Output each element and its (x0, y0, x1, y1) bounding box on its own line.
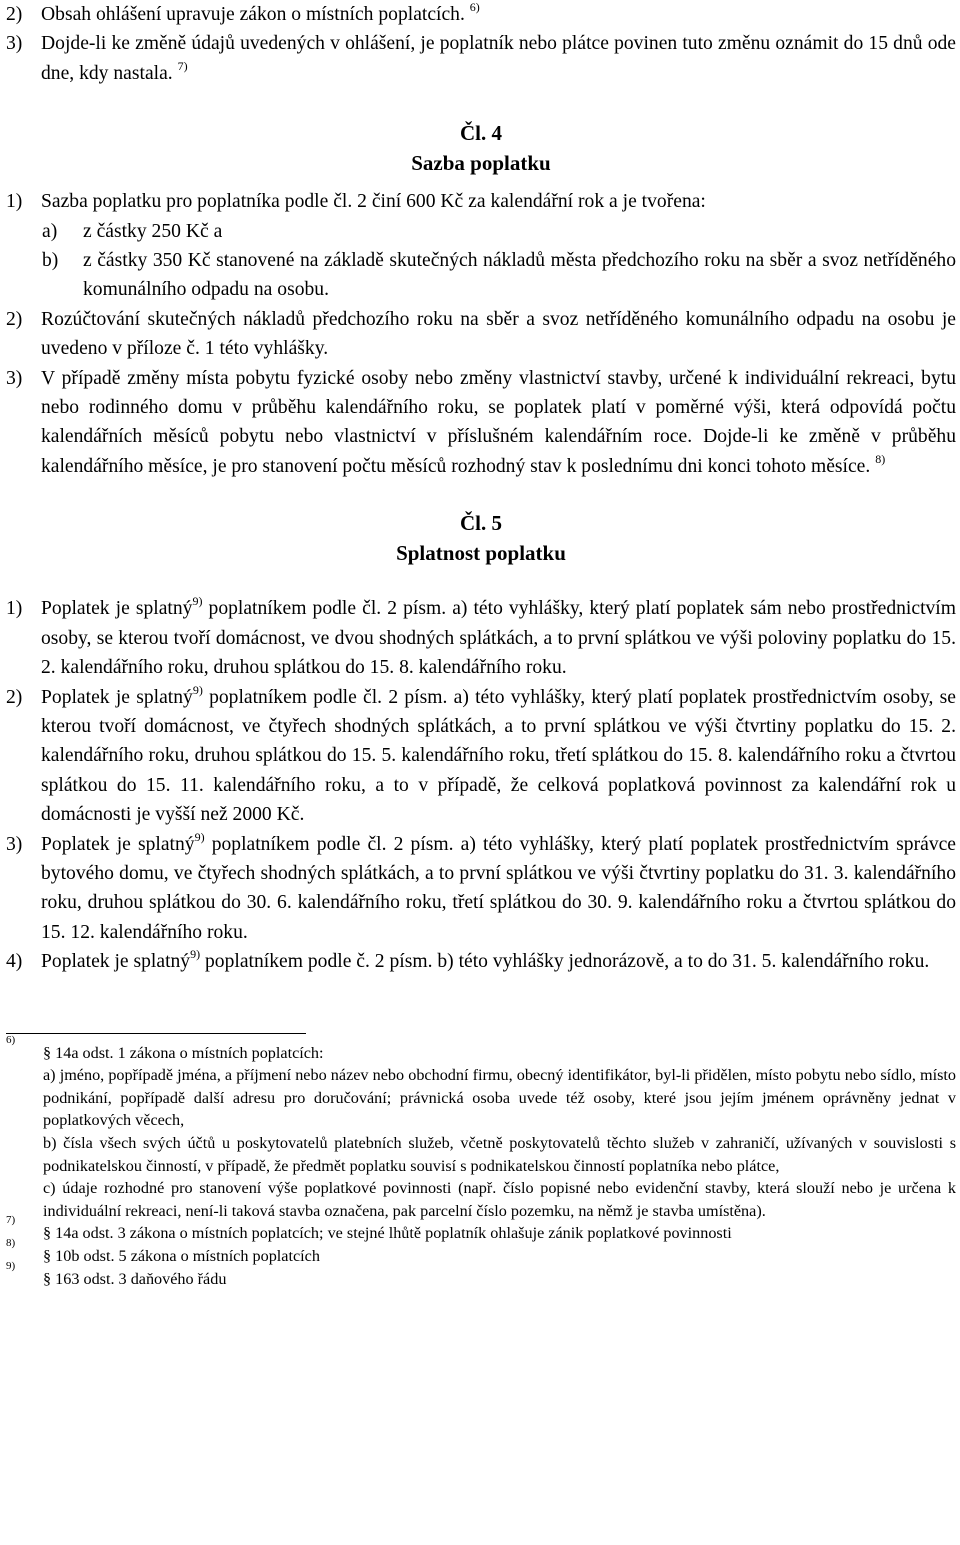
paragraph-number: 3) (6, 33, 23, 55)
paragraph-number: 2) (6, 308, 23, 330)
item-letter: a) (42, 220, 58, 242)
footnote-7 (6, 1214, 956, 1245)
paragraph-lead: Poplatek je splatný (41, 598, 193, 620)
paragraph-number: 4) (6, 951, 23, 973)
item-letter: b) (42, 250, 59, 272)
footnote-ref[interactable]: 8) (875, 451, 886, 466)
footnote-heading: § 14a odst. 1 zákona o místních poplatcích: (43, 1043, 324, 1062)
article-4-number: Čl. 4 (460, 121, 502, 146)
art4-paragraph-2 (6, 305, 956, 364)
footnote-mark: 9) (6, 1259, 16, 1272)
paragraph-number: 2) (6, 686, 23, 708)
footnote-ref[interactable]: 9) (194, 829, 205, 844)
paragraph-text: Obsah ohlášení upravuje zákon o místních poplatcích. (41, 4, 465, 25)
paragraph-text: poplatníkem podle čl. 2 písm. a) této vyhlášky, který platí poplatek prostřednictvím osoby, se kterou tvoří domácnost, ve čtyřech shodných splátkách, a to první splátkou ve výši čtvrtiny poplatku do 15. 2. kalendářního roku, druhou splátkou do 15. 5. kalendářního roku, třetí splátkou do 15. 8. kalendářního roku a čtvrtou splátkou do 15. 11. kalendářního roku, a to v případě, že celková poplatková povinnost za kalendářní rok u domácnosti je vyšší než 2000 Kč. (41, 686, 956, 826)
paragraph-lead: Poplatek je splatný (41, 833, 195, 855)
art5-paragraph-3 (6, 830, 956, 948)
art4-item-b (6, 246, 956, 305)
paragraph-text: poplatníkem podle čl. 2 písm. a) této vyhlášky, který platí poplatek sám nebo prostřednictvím osoby, se kterou tvoří domácnost, ve dvou shodných splátkách, a to první splátkou ve výši poloviny poplatku do 15. 2. kalendářního roku, druhou splátkou do 15. 8. kalendářního roku. (41, 598, 956, 679)
article-4-title: Sazba poplatku (411, 151, 551, 176)
footnote-text: § 14a odst. 3 zákona o místních poplatcích; ve stejné lhůtě poplatník ohlašuje zánik poplatkové povinnosti (43, 1224, 732, 1243)
footnote-6 (6, 1033, 956, 1223)
paragraph-text: Rozúčtování skutečných nákladů předchozího roku na sběr a svoz netříděného komunálního odpadu na osobu je uvedeno v příloze č. 1 této vyhlášky. (41, 308, 956, 360)
paragraph-text: poplatníkem podle č. 2 písm. b) této vyhlášky jednorázově, a to do 31. 5. kalendářního roku. (200, 951, 930, 973)
art5-paragraph-2 (6, 683, 956, 830)
footnote-6-item-a: a) jméno, popřípadě jména, a příjmení nebo název nebo obchodní firmu, obecný identifikátor, byl-li přidělen, místo pobytu nebo sídlo, místo podnikání, popřípadě další adresu pro doručování; právnická osoba uvede též osoby, které jsou jejím jménem oprávněny jednat v poplatkových věcech, (43, 1066, 956, 1130)
art5-paragraph-1 (6, 594, 956, 682)
paragraph-2 (6, 0, 956, 29)
article-5-title: Splatnost poplatku (396, 541, 566, 566)
item-text: z částky 350 Kč stanovené na základě skutečných nákladů města předchozího roku na sběr a svoz netříděného komunálního odpadu na osobu. (83, 250, 956, 301)
paragraph-number: 1) (6, 191, 23, 213)
art4-paragraph-1 (6, 187, 956, 216)
footnote-8 (6, 1236, 956, 1268)
paragraph-text: poplatníkem podle čl. 2 písm. a) této vyhlášky, který platí poplatek prostřednictvím správce bytového domu, ve čtyřech shodných splátkách, a to první splátkou ve výši čtvrtiny poplatku do 31. 3. kalendářního roku, druhou splátkou do 30. 6. kalendářního roku, třetí splátkou do 30. 9. kalendářního roku a čtvrtou splátkou do 15. 12. kalendářního roku. (41, 833, 957, 943)
footnote-ref[interactable]: 9) (192, 594, 203, 609)
footnote-text: § 10b odst. 5 zákona o místních poplatcích (43, 1246, 320, 1265)
paragraph-text: V případě změny místa pobytu fyzické osoby nebo změny vlastnictví stavby, určené k individuální rekreaci, bytu nebo rodinného domu v průběhu kalendářního roku, se poplatek platí v poměrné výši, která odpovídá počtu kalendářních měsíců pobytu nebo vlastnictví v příslušném kalendářním roce. Dojde-li ke změně v průběhu kalendářního měsíce, je pro stanovení počtu měsíců rozhodný stav k poslednímu dni konci tohoto měsíce. (41, 367, 956, 477)
paragraph-number: 3) (6, 833, 23, 855)
art5-paragraph-4 (6, 947, 956, 976)
article-5-number: Čl. 5 (460, 511, 502, 536)
footnote-9 (6, 1259, 956, 1291)
paragraph-number: 1) (6, 598, 23, 620)
footnote-ref[interactable]: 9) (192, 682, 203, 697)
footnote-ref[interactable]: 9) (190, 947, 201, 962)
footnote-ref[interactable]: 7) (177, 58, 188, 73)
item-text: z částky 250 Kč a (83, 220, 223, 242)
paragraph-text: Sazba poplatku pro poplatníka podle čl. 2 činí 600 Kč za kalendářní rok a je tvořena: (41, 191, 706, 213)
art4-item-a (6, 217, 956, 246)
paragraph-number: 3) (6, 367, 23, 389)
paragraph-lead: Poplatek je splatný (41, 686, 193, 708)
footnote-6-item-b: b) čísla všech svých účtů u poskytovatelů platebních služeb, včetně poskytovatelů těchto služeb v zahraničí, užívaných v souvislosti s podnikatelskou činností, v případě, že předmět poplatku souvisí s podnikatelskou činností poplatníka nebo plátce, (43, 1133, 956, 1175)
paragraph-number: 2) (6, 4, 23, 25)
footnote-mark: 8) (6, 1236, 16, 1249)
document-page (6, 0, 956, 1290)
paragraph-3 (6, 29, 956, 88)
paragraph-lead: Poplatek je splatný (41, 951, 191, 973)
footnote-mark: 6) (6, 1033, 16, 1046)
footnote-ref[interactable]: 6) (469, 0, 480, 14)
footnote-6-item-c: c) údaje rozhodné pro stanovení výše poplatkové povinnosti (např. číslo popisné nebo evidenční stavby, která slouží nebo je určena k individuální rekreaci, není-li taková stavba označena, pak parcelní číslo pozemku, na němž je stavba umístěna). (43, 1179, 956, 1220)
footnote-mark: 7) (6, 1214, 16, 1227)
footnote-text: § 163 odst. 3 daňového řádu (43, 1269, 227, 1288)
art4-paragraph-3 (6, 364, 956, 482)
paragraph-text: Dojde-li ke změně údajů uvedených v ohlášení, je poplatník nebo plátce povinen tuto změnu oznámit do 15 dnů ode dne, kdy nastala. (41, 33, 956, 84)
